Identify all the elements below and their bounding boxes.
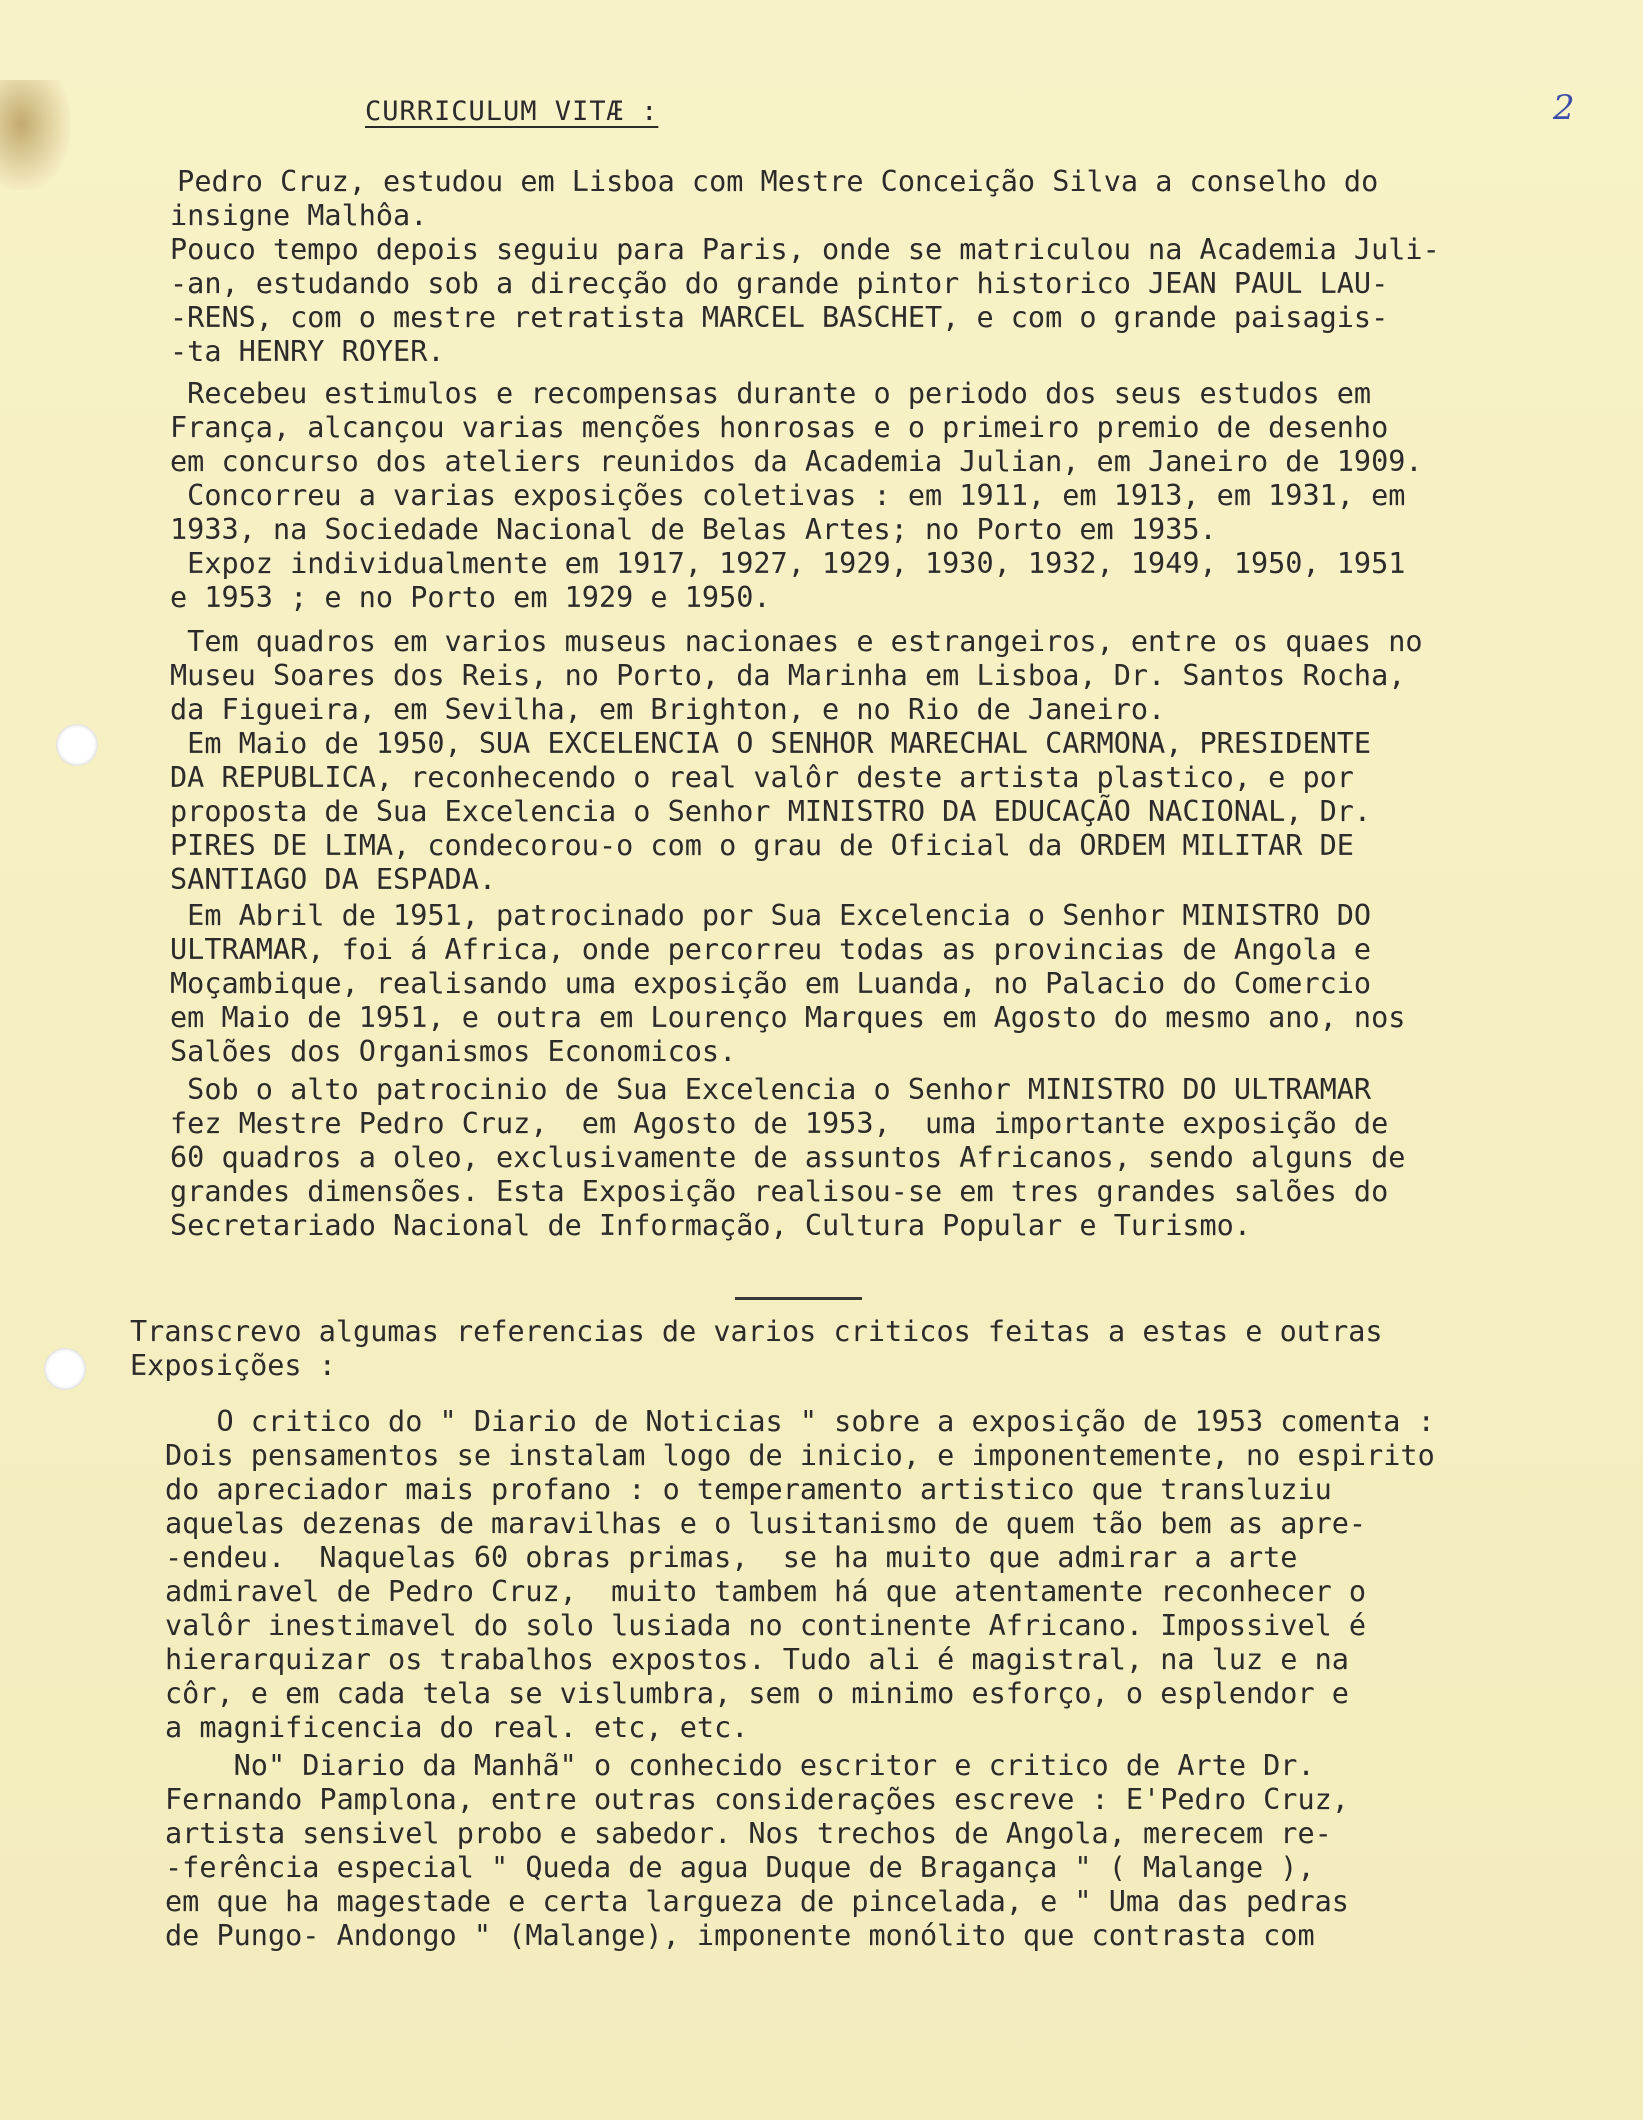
text-line: Recebeu estimulos e recompensas durante o periodo dos seus estudos em [170,377,1372,410]
text-line: proposta de Sua Excelencia o Senhor MINISTRO DA EDUCAÇÃO NACIONAL, Dr. [170,795,1372,828]
text-line: artista sensivel probo e sabedor. Nos trechos de Angola, merecem re- [165,1817,1332,1850]
text-line: da Figueira, em Sevilha, em Brighton, e no Rio de Janeiro. [170,693,1166,726]
text-line: de Pungo- Andongo " (Malange), imponente monólito que contrasta com [165,1919,1315,1952]
text-line: Em Abril de 1951, patrocinado por Sua Excelencia o Senhor MINISTRO DO [170,899,1372,932]
text-line: Tem quadros em varios museus nacionaes e estrangeiros, entre os quaes no [170,625,1423,658]
text-line: Em Maio de 1950, SUA EXCELENCIA O SENHOR MARECHAL CARMONA, PRESIDENTE [170,727,1372,760]
text-line: Salões dos Organismos Economicos. [170,1035,737,1068]
text-line: Transcrevo algumas referencias de varios criticos feitas a estas e outras [130,1315,1383,1348]
text-line: PIRES DE LIMA, condecorou-o com o grau de Oficial da ORDEM MILITAR DE [170,829,1354,862]
text-line: ULTRAMAR, foi á Africa, onde percorreu todas as provincias de Angola e [170,933,1372,966]
punch-hole-top [56,724,98,766]
text-line: Expoz individualmente em 1917, 1927, 1929, 1930, 1932, 1949, 1950, 1951 [170,547,1406,580]
document-title: CURRICULUM VITÆ : [365,96,659,127]
text-line: Concorreu a varias exposições coletivas : em 1911, em 1913, em 1931, em [170,479,1406,512]
text-line: -endeu. Naquelas 60 obras primas, se ha muito que admirar a arte [165,1541,1298,1574]
text-line: Exposições : [130,1349,336,1382]
text-line: valôr inestimavel do solo lusiada no continente Africano. Impossivel é [165,1609,1367,1642]
text-line: França, alcançou varias menções honrosas e o primeiro premio de desenho [170,411,1389,444]
text-line: e 1953 ; e no Porto em 1929 e 1950. [170,581,771,614]
text-line: SANTIAGO DA ESPADA. [170,863,497,896]
page-number: 2 [1553,88,1575,128]
punch-hole-bottom [44,1348,86,1390]
section-divider [735,1297,862,1300]
text-line: -ferência especial " Queda de agua Duque de Bragança " ( Malange ), [165,1851,1315,1884]
text-line: hierarquizar os trabalhos expostos. Tudo ali é magistral, na luz e na [165,1643,1349,1676]
text-line: Fernando Pamplona, entre outras considerações escreve : E'Pedro Cruz, [165,1783,1349,1816]
text-line: -ta HENRY ROYER. [170,335,445,368]
text-line: grandes dimensões. Esta Exposição realisou-se em tres grandes salões do [170,1175,1389,1208]
text-line: DA REPUBLICA, reconhecendo o real valôr deste artista plastico, e por [170,761,1354,794]
text-line: Pedro Cruz, estudou em Lisboa com Mestre Conceição Silva a conselho do [160,165,1379,198]
text-line: 60 quadros a oleo, exclusivamente de assuntos Africanos, sendo alguns de [170,1141,1406,1174]
text-line: em Maio de 1951, e outra em Lourenço Marques em Agosto do mesmo ano, nos [170,1001,1406,1034]
text-line: em que ha magestade e certa largueza de pincelada, e " Uma das pedras [165,1885,1349,1918]
text-line: em concurso dos ateliers reunidos da Academia Julian, em Janeiro de 1909. [170,445,1423,478]
text-line: Dois pensamentos se instalam logo de inicio, e imponentemente, no espirito [165,1439,1435,1472]
text-line: Moçambique, realisando uma exposição em Luanda, no Palacio do Comercio [170,967,1372,1000]
text-line: fez Mestre Pedro Cruz, em Agosto de 1953, uma importante exposição de [170,1107,1389,1140]
text-line: admiravel de Pedro Cruz, muito tambem há que atentamente reconhecer o [165,1575,1367,1608]
text-line: côr, e em cada tela se vislumbra, sem o minimo esforço, o esplendor e [165,1677,1349,1710]
text-line: Museu Soares dos Reis, no Porto, da Marinha em Lisboa, Dr. Santos Rocha, [170,659,1406,692]
text-line: a magnificencia do real. etc, etc. [165,1711,749,1744]
paper-stain [0,80,70,190]
text-line: Secretariado Nacional de Informação, Cultura Popular e Turismo. [170,1209,1251,1242]
text-line: -RENS, com o mestre retratista MARCEL BASCHET, e com o grande paisagis- [170,301,1389,334]
text-line: No" Diario da Manhã" o conhecido escritor e critico de Arte Dr. [165,1749,1315,1782]
text-line: 1933, na Sociedade Nacional de Belas Artes; no Porto em 1935. [170,513,1217,546]
text-line: -an, estudando sob a direcção do grande pintor historico JEAN PAUL LAU- [170,267,1389,300]
text-line: Sob o alto patrocinio de Sua Excelencia o Senhor MINISTRO DO ULTRAMAR [170,1073,1372,1106]
text-line: do apreciador mais profano : o temperamento artistico que transluziu [165,1473,1332,1506]
text-line: aquelas dezenas de maravilhas e o lusitanismo de quem tão bem as apre- [165,1507,1367,1540]
text-line: Pouco tempo depois seguiu para Paris, onde se matriculou na Academia Juli- [170,233,1440,266]
text-line: insigne Malhôa. [170,199,428,232]
text-line: O critico do " Diario de Noticias " sobre a exposição de 1953 comenta : [165,1405,1435,1438]
